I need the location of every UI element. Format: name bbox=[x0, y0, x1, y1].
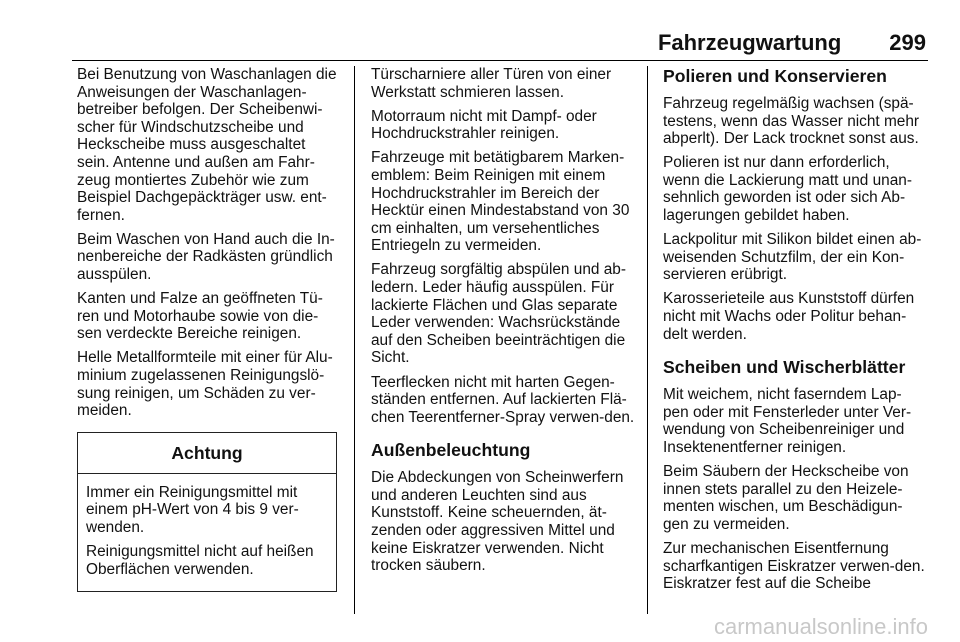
paragraph: Beim Waschen von Hand auch die In-nenbereiche der Radkästen gründlich ausspülen. bbox=[77, 230, 335, 284]
warning-paragraph: Immer ein Reinigungsmittel mit einem pH-Wert von 4 bis 9 ver-wenden. bbox=[86, 483, 299, 536]
paragraph: Motorraum nicht mit Dampf- oder Hochdruckstrahler reinigen. bbox=[371, 107, 597, 143]
section-heading: Außenbeleuchtung bbox=[371, 440, 531, 461]
section-heading: Polieren und Konservieren bbox=[663, 66, 887, 86]
column-divider bbox=[647, 66, 648, 614]
header-rule bbox=[72, 60, 928, 61]
paragraph: Fahrzeug sorgfältig abspülen und ab-ledern. Leder häufig ausspülen. Für lackierte Flächen und Glas separate Leder verwenden: Wachsrückstände auf den Scheiben beeinträchtigen die Sicht. bbox=[371, 261, 626, 367]
paragraph: Lackpolitur mit Silikon bildet einen ab-weisenden Schutzfilm, der ein Kon-servieren erübrigt. bbox=[663, 231, 922, 284]
paragraph: Teerflecken nicht mit harten Gegen-ständen entfernen. Auf lackierten Flä-chen Teerentferner-Spray verwen-den. bbox=[371, 373, 635, 426]
paragraph: Zur mechanischen Eisentfernung scharfkantigen Eiskratzer verwen-den. Eiskratzer fest auf die Scheibe bbox=[663, 539, 925, 593]
page-number: 299 bbox=[889, 30, 926, 55]
warning-paragraph: Reinigungsmittel nicht auf heißen Oberflächen verwenden. bbox=[86, 543, 314, 578]
paragraph: Kanten und Falze an geöffneten Tü-ren und Motorhaube sowie von die-sen verdeckte Bereiche reinigen. bbox=[77, 290, 323, 343]
paragraph: Türscharniere aller Türen von einer Werkstatt schmieren lassen. bbox=[371, 66, 612, 101]
paragraph: Helle Metallformteile mit einer für Alu-minium zugelassenen Reinigungslö-sung reinigen, um Schäden zu ver-meiden. bbox=[77, 349, 333, 420]
watermark: carmanualsonline.info bbox=[713, 614, 928, 639]
paragraph: Bei Benutzung von Waschanlagen die Anweisungen der Waschanlagen-betreiber befolgen. Der Scheibenwi-scher für Windschutzscheibe und Heckscheibe muss ausgeschaltet sein. Antenne und außen am Fahr-zeug montiertes Zubehör wie zum Beispiel Dachgepäckträger usw. ent-fernen. bbox=[77, 66, 337, 224]
column-divider bbox=[354, 66, 355, 614]
paragraph: Fahrzeuge mit betätigbarem Marken-emblem: Beim Reinigen mit einem Hochdruckstrahler im Bereich der Hecktür einen Mindestabstand von 30 cm einhalten, um versehentliches Entriegeln zu vermeiden. bbox=[371, 149, 630, 255]
section-title: Fahrzeugwartung bbox=[657, 30, 842, 55]
paragraph: Karosserieteile aus Kunststoff dürfen nicht mit Wachs oder Politur behan-delt werden. bbox=[663, 290, 915, 343]
column-1 bbox=[77, 66, 339, 592]
paragraph: Mit weichem, nicht faserndem Lap-pen oder mit Fensterleder unter Ver-wendung von Scheibenreiniger und Insektenentferner reinigen. bbox=[663, 386, 912, 456]
warning-box bbox=[77, 432, 337, 592]
paragraph: Fahrzeug regelmäßig wachsen (spä-testens, wenn das Wasser nicht mehr abperlt). Der Lack trocknet sonst aus. bbox=[663, 95, 920, 148]
warning-title: Achtung bbox=[78, 433, 336, 474]
page-header bbox=[0, 28, 926, 58]
paragraph: Beim Säubern der Heckscheibe von innen stets parallel zu den Heizele-menten wischen, um Beschädigun-gen zu vermeiden. bbox=[663, 463, 909, 533]
column-2 bbox=[371, 66, 635, 581]
paragraph: Polieren ist nur dann erforderlich, wenn die Lackierung matt und unan-sehnlich geworden ist oder sich Ab-lagerungen gebildet haben. bbox=[663, 154, 912, 225]
warning-body bbox=[78, 474, 336, 591]
section-heading: Scheiben und Wischerblätter bbox=[663, 357, 906, 378]
paragraph: Die Abdeckungen von Scheinwerfern und anderen Leuchten sind aus Kunststoff. Keine scheuernden, ät-zenden oder aggressiven Mittel und keine Eiskratzer verwenden. Nicht trocken säubern. bbox=[371, 469, 624, 575]
column-3 bbox=[663, 66, 927, 599]
